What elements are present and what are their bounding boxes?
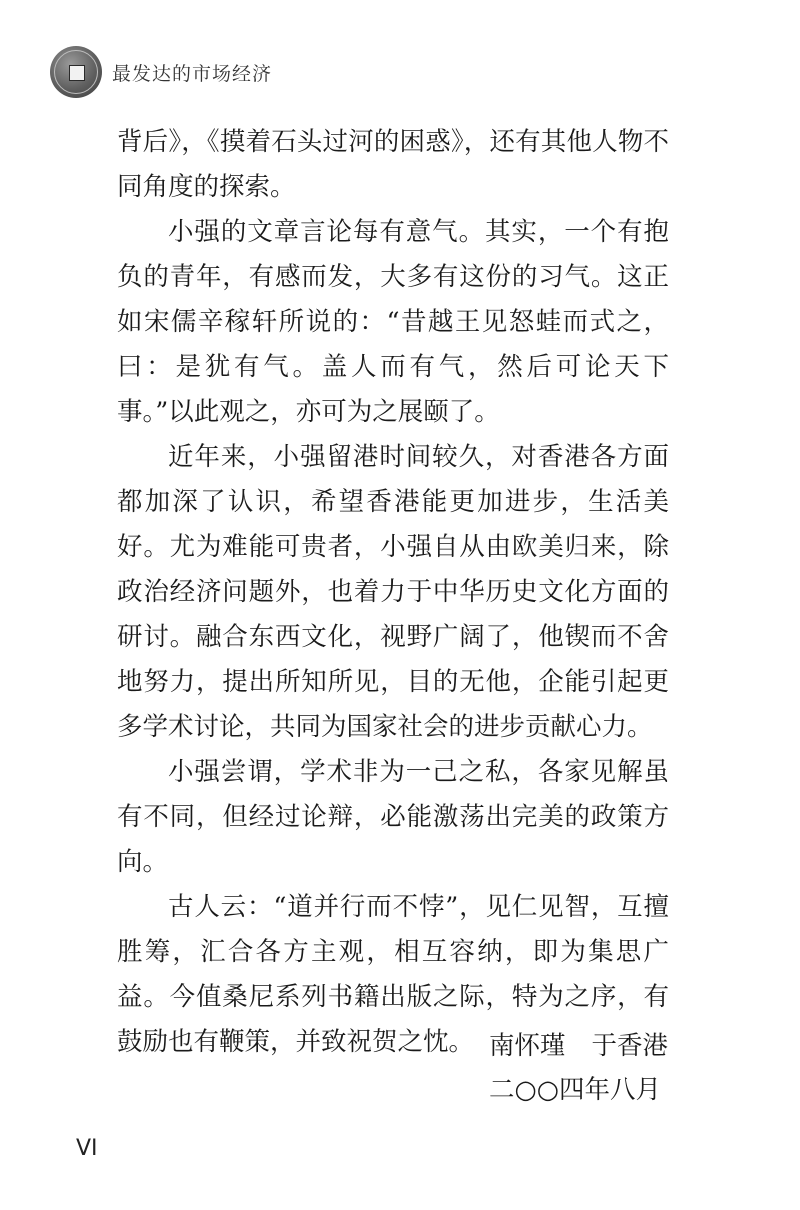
paragraph-1: 背后》，《摸着石头过河的困惑》，还有其他人物不同角度的探索。: [117, 127, 669, 202]
signature-date: 二○○四年八月: [488, 1075, 661, 1105]
running-header: [50, 44, 272, 100]
paragraph-2: 小强的文章言论每有意气。其实，一个有抱负的青年，有感而发，大多有这份的习气。这正如宋儒辛稼轩所说的：“昔越王见怒蛙而式之，曰：是犹有气。盖人而有气，然后可论天下事。”以此观之，亦可为之展颐了。: [117, 217, 669, 427]
page-number: VI: [76, 1136, 98, 1161]
paragraph-3: 近年来，小强留港时间较久，对香港各方面都加深了认识，希望香港能更加进步，生活美好。尤为难能可贵者，小强自从由欧美归来，除政治经济问题外，也着力于中华历史文化方面的研讨。融合东西文化，视野广阔了，他锲而不舍地努力，提出所知所见，目的无他，企能引起更多学术讨论，共同为国家社会的进步贡献心力。: [117, 442, 669, 742]
signature-place: 于香港: [591, 1031, 668, 1061]
page-body: [117, 120, 669, 1065]
coin-icon: [50, 46, 102, 98]
signature-author: 南怀瑾: [488, 1031, 566, 1061]
running-header-title: 最发达的市场经济: [112, 62, 273, 85]
paragraph-4: 小强尝谓，学术非为一己之私，各家见解虽有不同，但经过论辩，必能激荡出完美的政策方向。: [117, 757, 669, 877]
signature-block: [489, 1024, 668, 1112]
paragraph-5: 古人云：“道并行而不悖”，见仁见智，互擅胜筹，汇合各方主观，相互容纳，即为集思广益。今值桑尼系列书籍出版之际，特为之序，有鼓励也有鞭策，并致祝贺之忱。: [117, 892, 669, 1057]
